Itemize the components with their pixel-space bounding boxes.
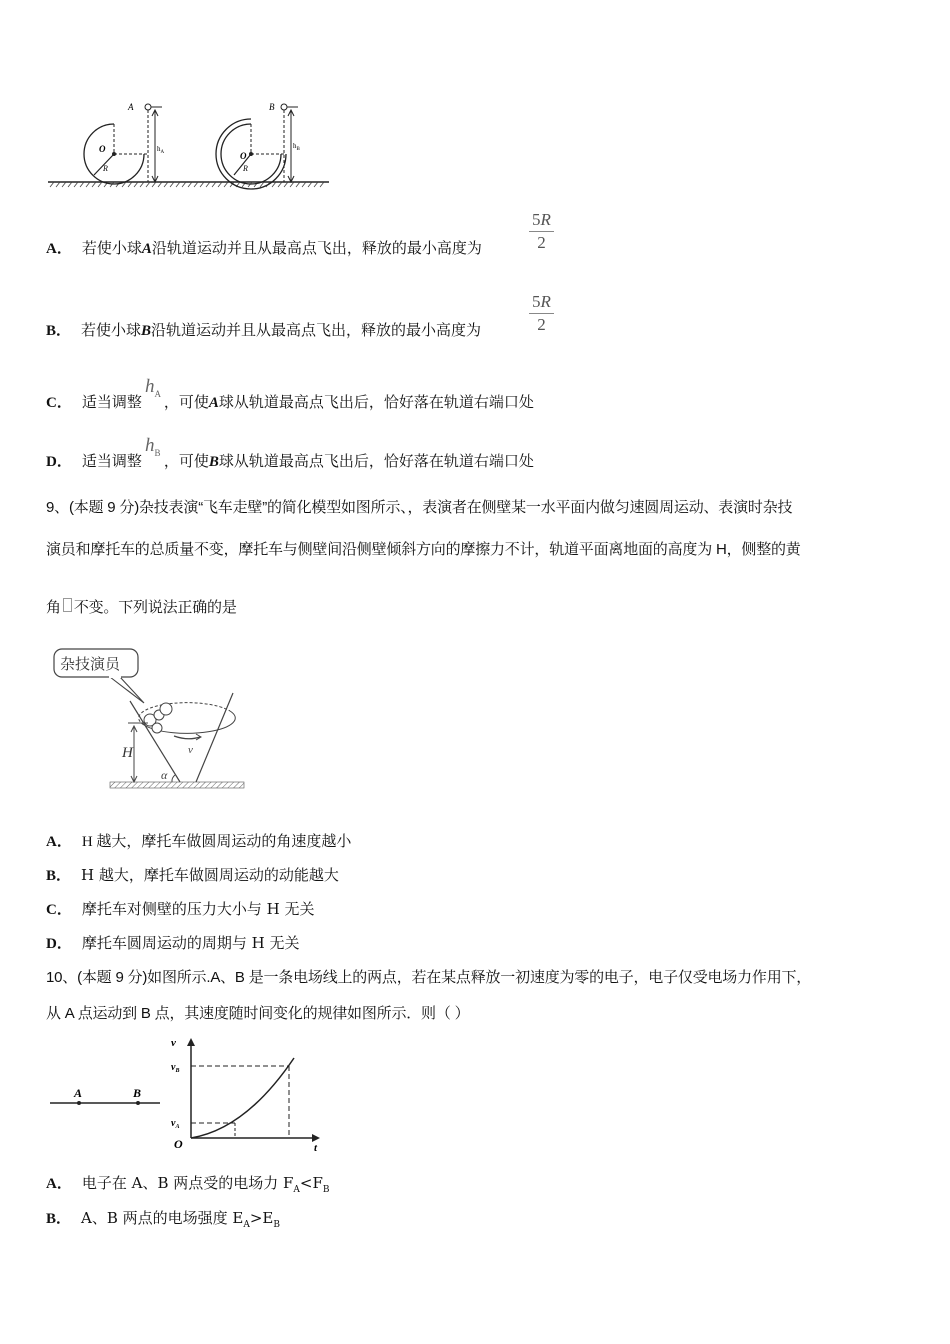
svg-text:R: R (103, 164, 108, 173)
svg-text:A: A (128, 102, 134, 112)
q10-option-b[interactable]: B． A、B 两点的电场强度 $E_A>E_B$ (46, 1209, 281, 1230)
q10-field-line-and-vt-graph (46, 1034, 336, 1154)
svg-text:v: v (188, 744, 193, 756)
svg-text:A: A (74, 1086, 83, 1100)
svg-text:v: v (171, 1037, 176, 1049)
svg-text:vB: $v_B$ (171, 1062, 180, 1074)
q9-option-b[interactable]: B． H 越大，摩托车做圆周运动的动能越大 (46, 866, 339, 884)
svg-text:杂技演员: 杂技演员 (60, 657, 121, 673)
q8-option-d[interactable]: D． 适当调整 ，可使B球从轨道最高点飞出后，恰好落在轨道右端口处 (46, 452, 534, 470)
svg-text:O: O (99, 144, 106, 154)
q8-track-figure (44, 96, 334, 192)
q9-stem-line-3: 角 不变。下列说法正确的是 (46, 599, 237, 616)
q9-option-a[interactable]: A． H 越大，摩托车做圆周运动的角速度越小 (46, 834, 352, 850)
q10-stem-line-2: 从 A 点运动到 B 点，其速度随时间变化的规律如图所示．则（ ） (46, 1005, 470, 1022)
svg-text:t: t (314, 1142, 318, 1154)
h-a-symbol: $h_A$ (145, 376, 161, 399)
q9-stem-line-2: 演员和摩托车的总质量不变，摩托车与侧壁间沿侧壁倾斜方向的摩擦力不计，轨道平面离地面的高度为 H，侧整的黄 (46, 541, 801, 558)
q9-stem-line-1: 9、(本题 9 分)杂技表演“飞车走壁”的简化模型如图所示、，表演者在侧壁某一水平面内做匀速圆周运动、表演时杂技 (46, 499, 793, 516)
svg-text:α: α (161, 768, 168, 782)
q9-wall-riding-figure (48, 645, 248, 795)
q8-option-b[interactable]: B． 若使小球B沿轨道运动并且从最高点飞出，释放的最小高度为 (46, 321, 482, 339)
q8-option-a[interactable]: A． 若使小球A沿轨道运动并且从最高点飞出，释放的最小高度为 (46, 239, 482, 257)
fraction-5r-over-2: 5R 2 (529, 210, 554, 253)
q10-option-a[interactable]: A． 电子在 A、B 两点受的电场力 $F_A<F_B$ (46, 1174, 330, 1195)
fraction-5r-over-2: 5R 2 (529, 292, 554, 335)
svg-text:H: H (122, 745, 133, 761)
svg-text:O: O (174, 1137, 183, 1151)
q9-option-c[interactable]: C． 摩托车对侧壁的压力大小与 H 无关 (46, 900, 315, 918)
svg-text:hB: $h_B$ (293, 142, 300, 152)
q10-stem-line-1: 10、(本题 9 分)如图所示.A、B 是一条电场线上的两点，若在某点释放一初速度为零的电子，电子仅受电场力作用下， (46, 969, 812, 986)
h-b-symbol: $h_B$ (145, 435, 161, 458)
svg-text:R: R (243, 164, 248, 173)
svg-text:O: O (240, 151, 247, 161)
missing-glyph-box (63, 598, 72, 612)
q9-option-d[interactable]: D． 摩托车圆周运动的周期与 H 无关 (46, 934, 300, 952)
q8-option-c[interactable]: C． 适当调整 ，可使A球从轨道最高点飞出后，恰好落在轨道右端口处 (46, 393, 534, 411)
svg-text:hA: $h_A$ (157, 145, 165, 155)
svg-text:B: B (133, 1086, 142, 1100)
svg-text:B: B (269, 102, 275, 112)
svg-text:vA: $v_A$ (171, 1118, 180, 1130)
